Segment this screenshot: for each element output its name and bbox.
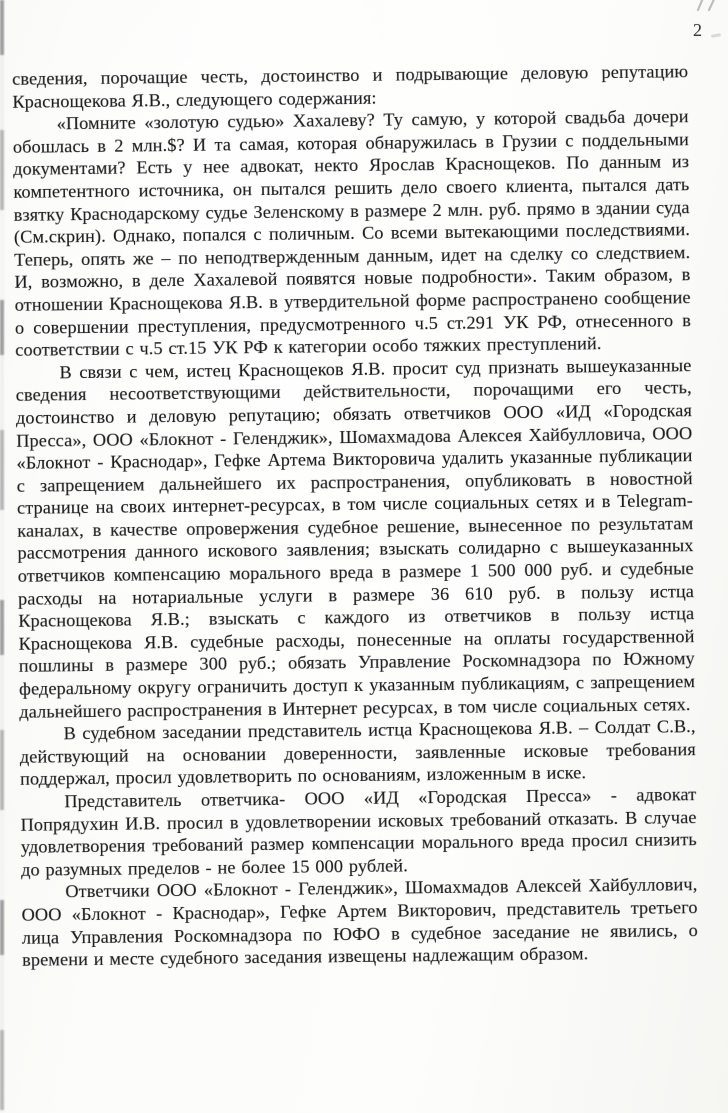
paragraph-defendant-representative: Представитель ответчика- ООО «ИД «Городская Пресса» - адвокат Попрядухин И.В. просил в удовлетворении исковых требований отказать. В случае удовлетворения требований размер компенсации морального вреда просил снизить до разумных пределов - не более 15 000 рублей. <box>20 784 697 880</box>
document-body <box>12 60 698 971</box>
pen-mark-icon <box>694 0 722 17</box>
paragraph-absent-defendants: Ответчики ООО «Блокнот - Геленджик», Шомахмадов Алексей Хайбуллович, ООО «Блокнот - Краснодар», Гефке Артем Викторович, представитель третьего лица Управления Роскомнадзора по ЮФО в судебное заседание не явились, о времени и месте судебного заседания извещены надлежащим образом. <box>21 874 698 970</box>
page-number: 2 <box>693 20 702 40</box>
faint-dash-mark <box>711 33 721 38</box>
paragraph-plaintiff-representative: В судебном заседании представитель истца Краснощекова Я.В. – Солдат С.В., действующий на основании доверенности, заявленные исковые требования поддержал, просил удовлетворить по основаниям, изложенным в иске. <box>19 716 696 790</box>
paragraph-quoted-publication: «Помните «золотую судью» Хахалеву? Ту самую, у которой свадьба дочери обошлась в 2 млн.$? И та самая, которая обнаружилась в Грузии с поддельными документами? Есть у нее адвокат, некто Ярослав Краснощеков. По данным из компетентного источника, он пытался решить дело своего клиента, пытался дать взятку Краснодарскому судье Зеленскому в размере 2 млн. руб. прямо в здании суда (См.скрин). Однако, попался с поличным. Со всеми вытекающими последствиями. Теперь, опять же – по неподтвержденным данным, идет на сделку со следствием. И, возможно, в деле Хахалевой появятся новые подробности». Таким образом, в отношении Краснощекова Я.В. в утвердительной форме распространено сообщение о совершении преступления, предусмотренного ч.5 ст.291 УК РФ, отнесенного в соответствии с ч.5 ст.15 УК РФ к категории особо тяжких преступлений. <box>12 106 692 360</box>
paragraph-intro-continuation: сведения, порочащие честь, достоинство и подрывающие деловую репутацию Краснощекова Я.В., следующего содержания: <box>12 61 689 112</box>
paragraph-claims: В связи с чем, истец Краснощеков Я.В. просит суд признать вышеуказанные сведения несоответствующими действительности, порочащими его честь, достоинство и деловую репутацию; обязать ответчиков ООО «ИД «Городская Пресса», ООО «Блокнот - Геленджик», Шомахмадова Алексея Хайбулловича, ООО «Блокнот - Краснодар», Гефке Артема Викторовича удалить указанные публикации с запрещением дальнейшего их распространения, опубликовать в новостной странице на своих интернет-ресурсах, в том числе социальных сетях и в Telegram-каналах, в качестве опровержения судебное решение, вынесенное по результатам рассмотрения данного искового заявления; взыскать солидарно с вышеуказанных ответчиков компенсацию морального вреда в размере 1 500 000 руб. и судебные расходы на нотариальные услуги в размере 36 610 руб. в пользу истца Краснощекова Я.В.; взыскать с каждого из ответчиков в пользу истца Краснощекова Я.В. судебные расходы, понесенные на оплаты государственной пошлины в размере 300 руб.; обязать Управление Роскомнадзора по Южному федеральному округу ограничить доступ к указанным публикациям, с запрещением дальнейшего распространения в Интернет ресурсах, в том числе социальных сетях. <box>15 354 696 722</box>
scan-edge-artifact <box>0 0 4 1113</box>
